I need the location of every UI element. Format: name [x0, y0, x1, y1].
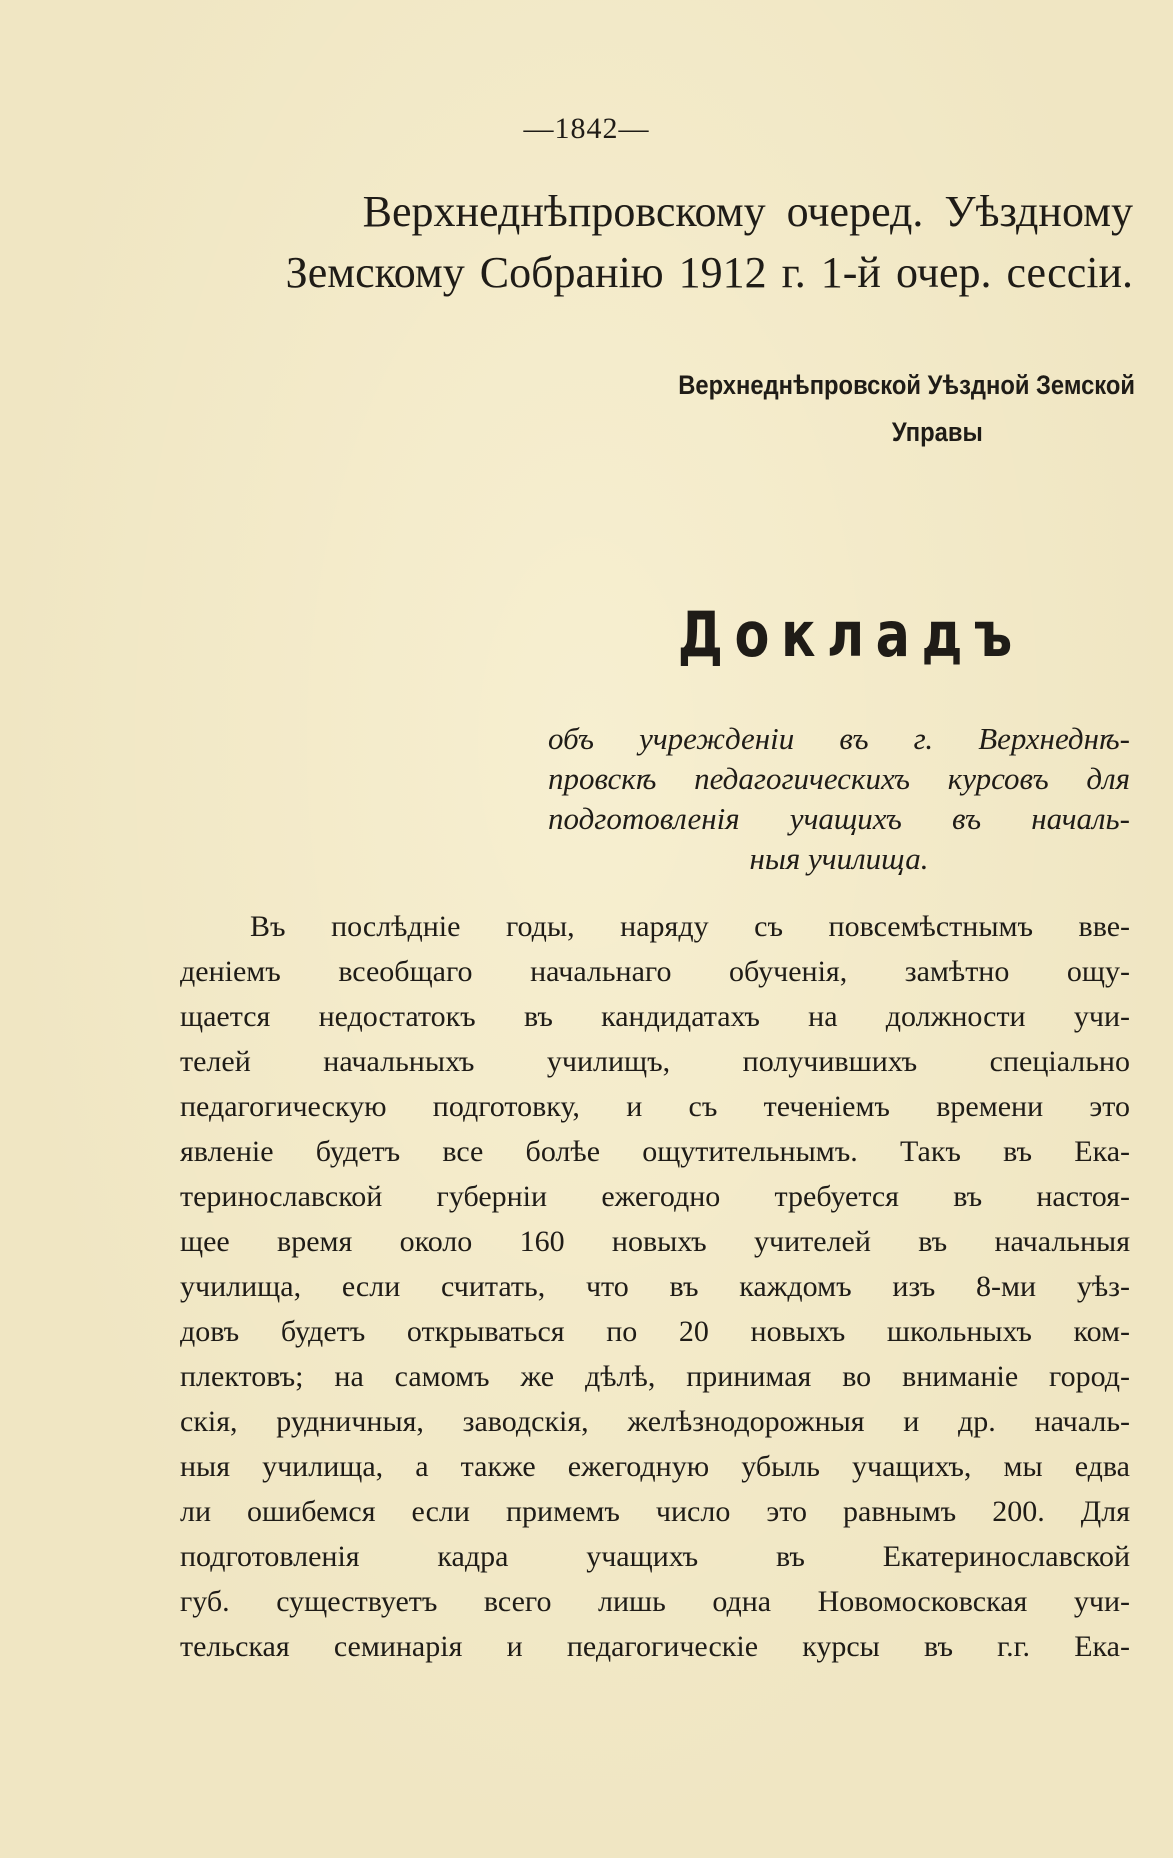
body-line: педагогическую подготовку, и съ теченіемъ времени это: [180, 1090, 1130, 1123]
body-line: Въ послѣдніе годы, наряду съ повсемѣстнымъ вве-: [250, 910, 1130, 943]
body-line: довъ будетъ открываться по 20 новыхъ школьныхъ ком-: [180, 1315, 1130, 1348]
subject-line: провскѣ педагогическихъ курсовъ для: [548, 761, 1130, 796]
body-line: ли ошибемся если примемъ число это равнымъ 200. Для: [180, 1495, 1130, 1528]
issuer-line-2: Управы: [891, 417, 983, 447]
body-line: теринославской губерніи ежегодно требуется въ настоя-: [180, 1180, 1130, 1213]
body-line: щается недостатокъ въ кандидатахъ на должности учи-: [180, 1000, 1130, 1033]
subject-line: подготовленія учащихъ въ началь-: [548, 801, 1130, 836]
document-title: Докладъ: [677, 598, 1024, 671]
body-line: губ. существуетъ всего лишь одна Новомосковская учи-: [180, 1585, 1130, 1618]
body-line: тельская семинарія и педагогическіе курсы въ г.г. Ека-: [180, 1630, 1130, 1663]
heading-line-2: Земскому Собранію 1912 г. 1-й очер. сессіи.: [285, 248, 1133, 297]
body-line: телей начальныхъ училищъ, получившихъ спеціально: [180, 1045, 1130, 1078]
page-number: —1842—: [523, 112, 650, 145]
body-line: подготовленія кадра учащихъ въ Екатеринославской: [180, 1540, 1130, 1573]
subject-line: ныя училища.: [749, 841, 929, 876]
body-line: плектовъ; на самомъ же дѣлѣ, принимая во вниманіе город-: [180, 1360, 1130, 1393]
body-line: скія, рудничныя, заводскія, желѣзнодорожныя и др. началь-: [180, 1405, 1130, 1438]
body-line: училища, если считать, что въ каждомъ изъ 8-ми уѣз-: [180, 1270, 1130, 1303]
body-line: ныя училища, а также ежегодную убыль учащихъ, мы едва: [180, 1450, 1130, 1483]
heading-line-1: Верхнеднѣпровскому очеред. Уѣздному: [362, 187, 1133, 236]
body-line: щее время около 160 новыхъ учителей въ начальныя: [180, 1225, 1130, 1258]
subject-line: объ учрежденіи въ г. Верхнеднѣ-: [548, 721, 1130, 756]
body-line: явленіе будетъ все болѣе ощутительнымъ. Такъ въ Ека-: [180, 1135, 1130, 1168]
issuer-line-1: Верхнеднѣпровской Уѣздной Земской: [678, 370, 1135, 400]
body-line: деніемъ всеобщаго начальнаго обученія, замѣтно ощу-: [180, 955, 1130, 988]
